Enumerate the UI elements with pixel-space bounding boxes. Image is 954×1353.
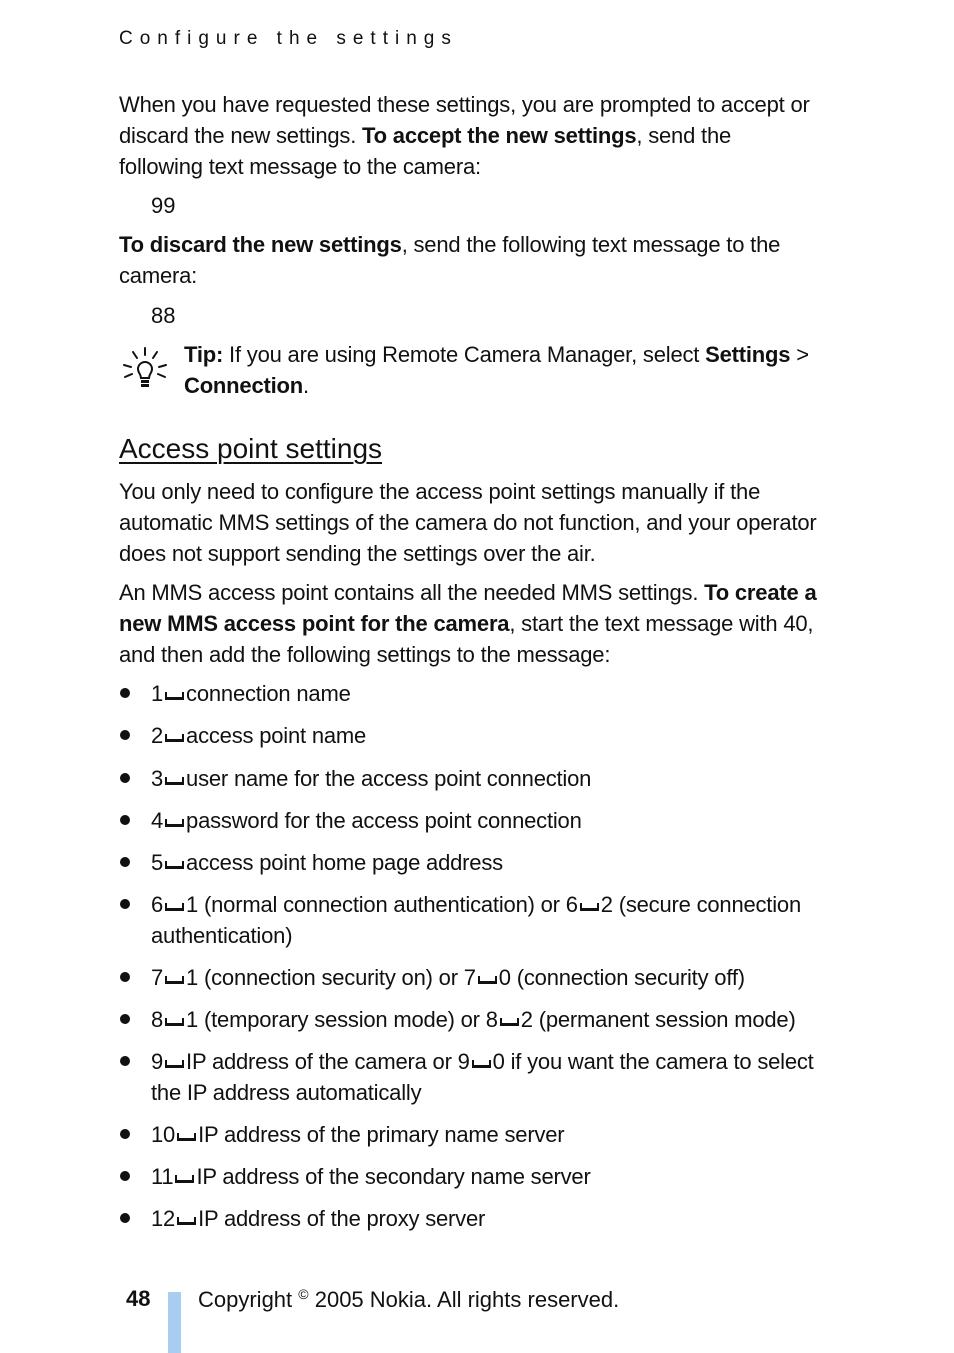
page-number: 48 bbox=[126, 1286, 151, 1311]
bullet bbox=[120, 773, 130, 783]
bullet bbox=[120, 1171, 130, 1181]
running-header: Configure the settings bbox=[119, 28, 458, 49]
discard-settings-instruction: To discard the new settings bbox=[119, 232, 402, 257]
list-item: 9 IP address of the camera or 9 0 if you want the camera to select the IP address automatically bbox=[151, 1049, 814, 1105]
bullet bbox=[120, 1056, 130, 1066]
list-item: 5 access point home page address bbox=[151, 850, 503, 875]
bullet bbox=[120, 815, 130, 825]
footer-accent-bar bbox=[168, 1292, 181, 1353]
section-paragraph-1: You only need to configure the access point settings manually if the automatic MMS settings of the camera do not function, and your operator does not support sending the settings over the air. bbox=[119, 479, 817, 566]
space-symbol-icon bbox=[165, 1018, 184, 1026]
space-symbol-icon bbox=[165, 1060, 184, 1068]
space-symbol-icon bbox=[580, 903, 599, 911]
discard-code: 88 bbox=[151, 303, 176, 328]
list-item: 4 password for the access point connection bbox=[151, 808, 582, 833]
section-heading: Access point settings bbox=[119, 433, 383, 464]
space-symbol-icon bbox=[165, 976, 184, 984]
space-symbol-icon bbox=[165, 819, 184, 827]
tip-text: Tip: If you are using Remote Camera Manager, select Settings > Connection. bbox=[184, 342, 809, 398]
bullet bbox=[120, 899, 130, 909]
bullet bbox=[120, 688, 130, 698]
lightbulb-icon bbox=[121, 345, 169, 393]
copyright-notice: Copyright © 2005 Nokia. All rights reserved. bbox=[198, 1286, 620, 1312]
space-symbol-icon bbox=[165, 734, 184, 742]
space-symbol-icon bbox=[165, 903, 184, 911]
intro-paragraph: When you have requested these settings, you are prompted to accept or discard the new settings. To accept the new settings, send the following text message to the camera: bbox=[119, 92, 810, 179]
list-item: 3 user name for the access point connection bbox=[151, 766, 592, 791]
space-symbol-icon bbox=[478, 976, 497, 984]
section-paragraph-2: An MMS access point contains all the needed MMS settings. To create a new MMS access point for the camera, start the text message with 40, and then add the following settings to the message: bbox=[119, 580, 817, 667]
bullet bbox=[120, 1213, 130, 1223]
bullet bbox=[120, 730, 130, 740]
space-symbol-icon bbox=[177, 1133, 196, 1141]
accept-settings-instruction: To accept the new settings bbox=[362, 123, 637, 148]
create-access-point-instruction: To create a new MMS access point for the camera bbox=[119, 580, 817, 636]
space-symbol-icon bbox=[500, 1018, 519, 1026]
space-symbol-icon bbox=[165, 692, 184, 700]
accept-code: 99 bbox=[151, 193, 176, 218]
space-symbol-icon bbox=[177, 1217, 196, 1225]
space-symbol-icon bbox=[165, 861, 184, 869]
bullet bbox=[120, 1129, 130, 1139]
list-item: 1 connection name bbox=[151, 681, 351, 706]
list-item: 12 IP address of the proxy server bbox=[151, 1206, 486, 1231]
space-symbol-icon bbox=[472, 1060, 491, 1068]
space-symbol-icon bbox=[175, 1175, 194, 1183]
bullet bbox=[120, 972, 130, 982]
bullet bbox=[120, 857, 130, 867]
space-symbol-icon bbox=[165, 777, 184, 785]
list-item: 8 1 (temporary session mode) or 8 2 (permanent session mode) bbox=[151, 1007, 796, 1032]
bullet bbox=[120, 1014, 130, 1024]
list-item: 10 IP address of the primary name server bbox=[151, 1122, 565, 1147]
list-item: 7 1 (connection security on) or 7 0 (connection security off) bbox=[151, 965, 745, 990]
list-item: 6 1 (normal connection authentication) or 6 2 (secure connection authentication) bbox=[151, 892, 801, 948]
list-item: 2 access point name bbox=[151, 723, 367, 748]
discard-paragraph: To discard the new settings, send the following text message to the camera: bbox=[119, 232, 781, 288]
list-item: 11 IP address of the secondary name server bbox=[151, 1164, 591, 1189]
